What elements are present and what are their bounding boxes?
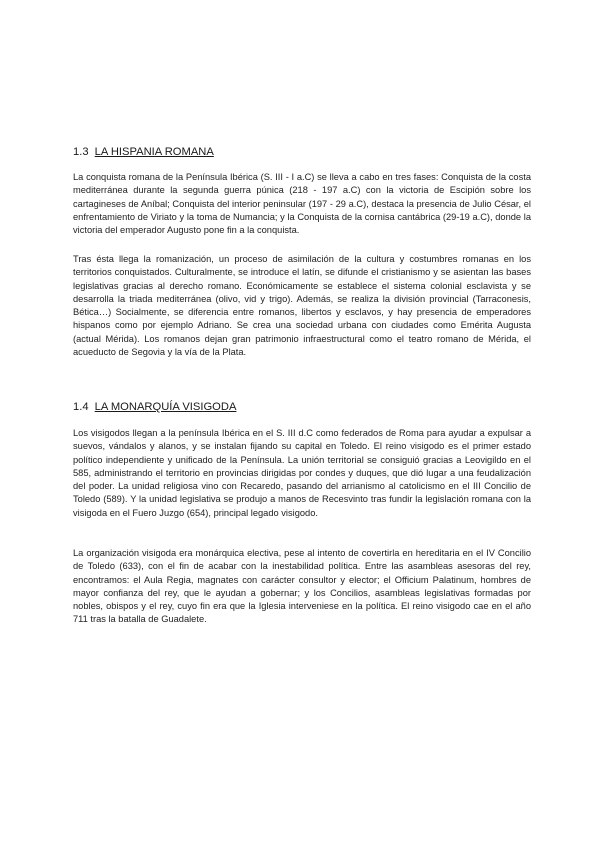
paragraph: Los visigodos llegan a la península Ibérica en el S. III d.C como federados de Roma para ayudar a expulsar a suevos, vándalos y alanos, y se instalan fijando su capital en Toledo. El reino visigodo es el primer estado político independiente y unificado de la Península. La unión territorial se consiguió gracias a Leovigildo en el 585, administrando el territorio en provincias dirigidas por condes y duques, que dió lugar a una feudalización del poder. La unidad religiosa vino con Recaredo, pasando del arrianismo al catolicismo en el III Concilio de Toledo (589). Y la unidad legislativa se produjo a manos de Recesvinto tras fundir la legislación romana con la visigoda en el Fuero Juzgo (654), principal legado visigodo.	[73, 428, 531, 518]
section-heading-monarquia-visigoda	[73, 400, 236, 414]
section-title: LA MONARQUÍA VISIGODA	[94, 401, 237, 413]
section-title: LA HISPANIA ROMANA	[94, 146, 214, 158]
section-heading-hispania-romana	[73, 145, 214, 159]
paragraph: La conquista romana de la Península Ibérica (S. III - I a.C) se lleva a cabo en tres fases: Conquista de la costa mediterránea durante la segunda guerra púnica (218 - 197 a.C) con la victoria de Escipión sobre los cartagineses de Aníbal; Conquista del interior peninsular (197 - 29 a.C), destaca la presencia de Julio César, el enfrentamiento de Viriato y la toma de Numancia; y la Conquista de la cornisa cantábrica (29-19 a.C), donde la victoria del emperador Augusto pone fin a la conquista.	[73, 172, 531, 236]
paragraph: Tras ésta llega la romanización, un proceso de asimilación de la cultura y costumbres romanas en los territorios conquistados. Culturalmente, se introduce el latín, se difunde el cristianismo y se asientan las bases legislativas gracias al derecho romano. Económicamente se establece el sistema colonial esclavista y se desarrolla la triada mediterránea (olivo, vid y trigo). Además, se realiza la división provincial (Tarraconesis, Bética…) Socialmente, se diferencia entre romanos, libertos y esclavos, y hay presencia de emperadores hispanos como por ejemplo Adriano. Se crea una sociedad urbana con ciudades como Emérita Augusta (actual Mérida). Los romanos dejan gran patrimonio infraestructural como el teatro romano de Mérida, el acueducto de Segovia y la vía de la Plata.	[73, 254, 531, 358]
section-number: 1.3	[73, 146, 89, 158]
paragraph: La organización visigoda era monárquica electiva, pese al intento de covertirla en hereditaria en el IV Concilio de Toledo (633), con el fin de acabar con la inestabilidad política. Entre las asambleas asesoras del rey, encontramos: el Aula Regia, magnates con carácter consultor y elector; el Officium Palatinum, hombres de mayor confianza del rey, que le ayudan a gobernar; y los Concilios, asambleas legislativas formadas por nobles, obispos y el rey, cuyo fin era que la Iglesia interveniese en la política. El reino visigodo cae en el año 711 tras la batalla de Guadalete.	[73, 548, 531, 625]
section-number: 1.4	[73, 401, 89, 413]
